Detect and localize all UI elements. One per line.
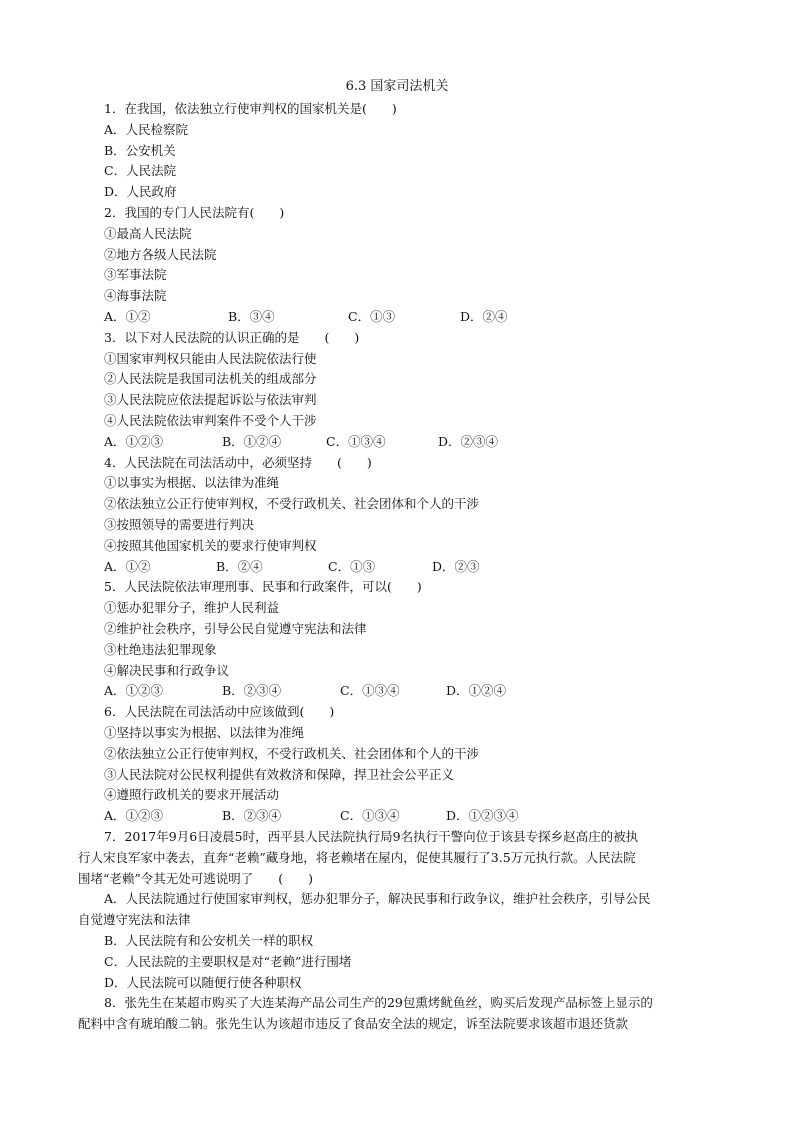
question-8-line-2: 配料中含有琥珀酸二钠。张先生认为该超市违反了食品安全法的规定，诉至法院要求该超市退还货款 <box>78 1015 629 1031</box>
question-2-item-3: ③军事法院 <box>104 267 167 283</box>
question-7-line-1: 7．2017年9月6日凌晨5时，西平县人民法院执行局9名执行干警向位于该县专探乡赵高庄的被执 <box>104 829 639 844</box>
question-2-stem: 2．我国的专门人民法院有( ) <box>104 204 285 220</box>
question-7-option-c: C．人民法院的主要职权是对“老赖”进行围堵 <box>104 953 352 969</box>
question-7-option-b: B．人民法院有和公安机关一样的职权 <box>104 932 314 948</box>
question-5-stem: 5．人民法院依法审理刑事、民事和行政案件，可以( ) <box>104 579 422 595</box>
question-3-item-4: ④人民法院依法审判案件不受个人干涉 <box>104 412 317 428</box>
question-6-option-d: D．①②③④ <box>446 808 519 824</box>
question-7-option-d: D．人民法院可以随便行使各种职权 <box>104 974 302 990</box>
question-5-options <box>104 681 714 702</box>
question-6-option-c: C．①③④ <box>340 808 400 824</box>
question-5-item-4: ④解决民事和行政争议 <box>104 662 230 678</box>
question-6-item-3: ③人民法院对公民权利提供有效救济和保障，捍卫社会公平正义 <box>104 766 455 782</box>
question-3-options <box>104 432 714 453</box>
question-7-line-3: 围堵“老赖”令其无处可逃说明了 ( ) <box>78 870 314 886</box>
question-6-option-a: A．①②③ <box>104 808 164 824</box>
question-8-block <box>78 993 718 1035</box>
question-7-option-a-line-1: A．人民法院通过行使国家审判权，惩办犯罪分子，解决民事和行政争议，维护社会秩序，引导公民 <box>104 891 651 907</box>
question-2-item-1: ①最高人民法院 <box>104 225 192 241</box>
question-8-line-1: 8．张先生在某超市购买了大连某海产品公司生产的29包熏烤鱿鱼丝，购买后发现产品标签上显示的 <box>104 995 653 1010</box>
question-4-option-d: D．②③ <box>432 558 480 574</box>
question-2-options <box>104 307 714 328</box>
question-3-item-3: ③人民法院应依法提起诉讼与依法审判 <box>104 392 317 408</box>
question-2-item-4: ④海事法院 <box>104 288 167 304</box>
question-block <box>104 99 714 827</box>
question-6-option-b: B．②③④ <box>222 808 282 824</box>
question-4-item-3: ③按照领导的需要进行判决 <box>104 516 255 532</box>
question-5-option-a: A．①②③ <box>104 683 164 699</box>
question-1-option-b: B．公安机关 <box>104 142 176 158</box>
question-7-option-a-line-2: 自觉遵守宪法和法律 <box>78 912 191 928</box>
question-2-option-c: C．①③ <box>348 308 396 324</box>
question-6-stem: 6．人民法院在司法活动中应该做到( ) <box>104 704 335 720</box>
question-3-option-a: A．①②③ <box>104 433 164 449</box>
question-2-option-d: D．②④ <box>460 308 508 324</box>
question-2-option-a: A．①② <box>104 308 151 324</box>
question-1-option-c: C．人民法院 <box>104 163 177 179</box>
question-4-option-a: A．①② <box>104 558 151 574</box>
question-5-item-1: ①惩办犯罪分子，维护人民利益 <box>104 600 280 616</box>
question-6-item-4: ④遵照行政机关的要求开展活动 <box>104 787 280 803</box>
question-4-option-b: B．②④ <box>216 558 263 574</box>
question-6-options <box>104 806 714 827</box>
question-7-block <box>78 827 718 993</box>
question-3-option-d: D．②③④ <box>438 433 499 449</box>
question-4-item-2: ②依法独立公正行使审判权，不受行政机关、社会团体和个人的干涉 <box>104 496 480 512</box>
question-2-option-b: B．③④ <box>228 308 275 324</box>
question-5-option-b: B．②③④ <box>222 683 282 699</box>
question-6-item-1: ①坚持以事实为根据、以法律为准绳 <box>104 724 305 740</box>
question-2-item-2: ②地方各级人民法院 <box>104 246 217 262</box>
question-1-option-a: A．人民检察院 <box>104 121 189 137</box>
question-4-stem: 4．人民法院在司法活动中，必须坚持 ( ) <box>104 454 372 470</box>
question-5-item-2: ②维护社会秩序，引导公民自觉遵守宪法和法律 <box>104 620 367 636</box>
question-3-stem: 3．以下对人民法院的认识正确的是 ( ) <box>104 329 360 345</box>
question-4-option-c: C．①③ <box>328 558 376 574</box>
question-5-option-c: C．①③④ <box>340 683 400 699</box>
question-4-options <box>104 557 714 578</box>
question-3-item-1: ①国家审判权只能由人民法院依法行使 <box>104 350 317 366</box>
question-1-option-d: D．人民政府 <box>104 184 177 200</box>
question-5-option-d: D．①②④ <box>446 683 507 699</box>
question-5-item-3: ③杜绝违法犯罪现象 <box>104 641 217 657</box>
question-7-line-2: 行人宋良军家中袭去，直奔“老赖”藏身地，将老赖堵在屋内，促使其履行了3.5万元执行款。人民法院 <box>78 849 636 865</box>
question-3-item-2: ②人民法院是我国司法机关的组成部分 <box>104 371 317 387</box>
page-title: 6.3 国家司法机关 <box>345 79 449 94</box>
question-1-stem: 1．在我国，依法独立行使审判权的国家机关是( ) <box>104 101 397 116</box>
question-3-option-c: C．①③④ <box>326 433 386 449</box>
question-6-item-2: ②依法独立公正行使审判权，不受行政机关、社会团体和个人的干涉 <box>104 745 480 761</box>
question-3-option-b: B．①②④ <box>222 433 282 449</box>
question-4-item-1: ①以事实为根据、以法律为准绳 <box>104 475 280 491</box>
question-4-item-4: ④按照其他国家机关的要求行使审判权 <box>104 537 317 553</box>
